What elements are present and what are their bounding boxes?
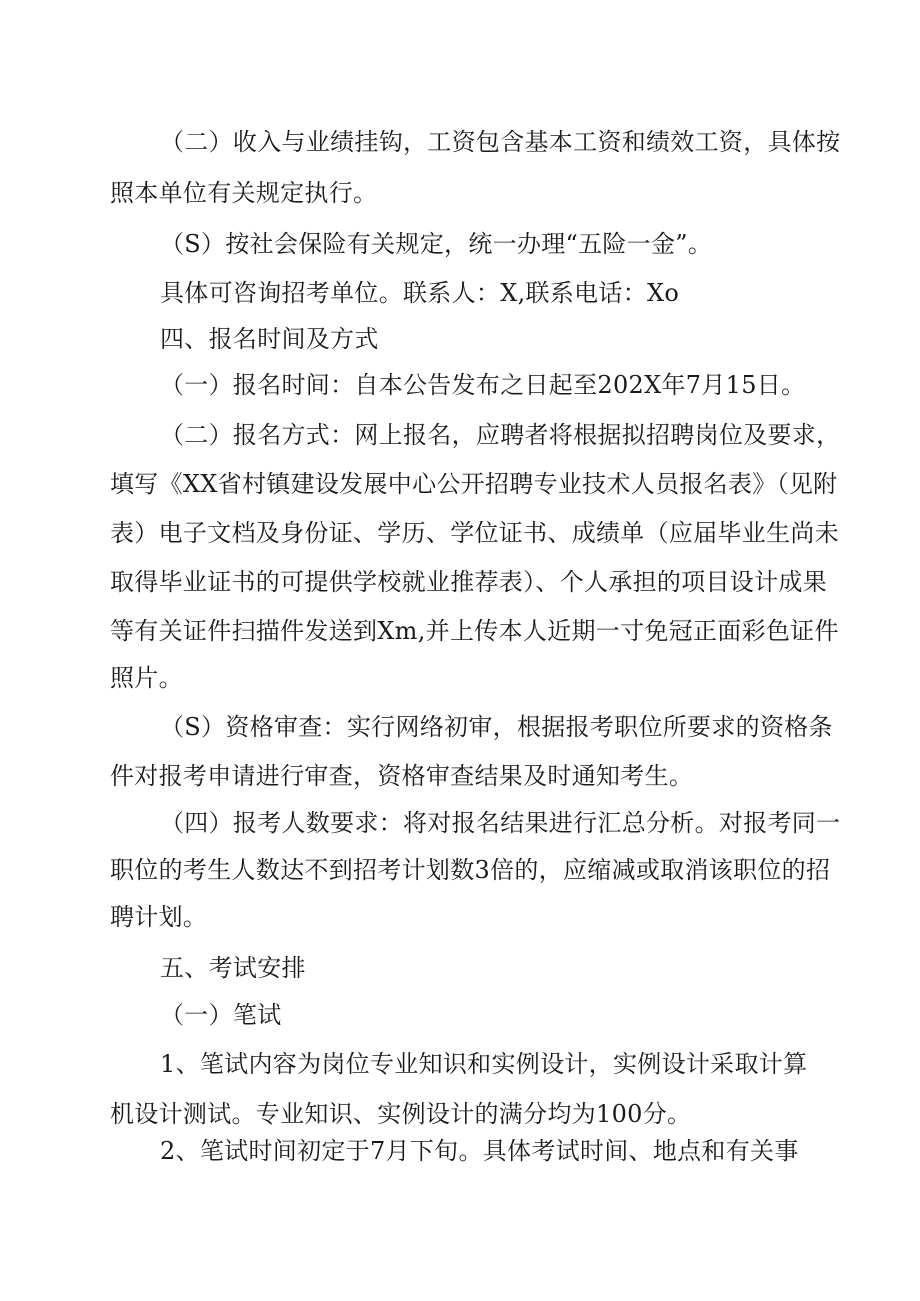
paragraph-line: （S）资格审查：实行网络初审，根据报考职位所要求的资格条 xyxy=(160,713,833,741)
paragraph-line: （S）按社会保险有关规定，统一办理“五险一金”。 xyxy=(160,230,713,258)
paragraph-line: 填写《XX省村镇建设发展中心公开招聘专业技术人员报名表》（见附 xyxy=(110,470,838,498)
paragraph-line: 具体可咨询招考单位。联系人：X,联系电话：Xo xyxy=(160,279,680,307)
paragraph-line: 职位的考生人数达不到招考计划数3倍的，应缩减或取消该职位的招 xyxy=(110,856,831,884)
paragraph-line: 1、笔试内容为岗位专业知识和实例设计，实例设计采取计算 xyxy=(160,1050,808,1078)
subsection-heading: （一）笔试 xyxy=(160,1001,282,1029)
paragraph-line: 机设计测试。专业知识、实例设计的满分均为100分。 xyxy=(110,1100,692,1128)
paragraph-line: 等有关证件扫描件发送到Xm,并上传本人近期一寸免冠正面彩色证件 xyxy=(110,617,839,645)
paragraph-line: （二）收入与业绩挂钩，工资包含基本工资和绩效工资，具体按 xyxy=(160,128,841,156)
paragraph-line: 聘计划。 xyxy=(110,903,208,931)
paragraph-line: 件对报考申请进行审查，资格审查结果及时通知考生。 xyxy=(110,762,694,790)
paragraph-line: （二）报名方式：网上报名，应聘者将根据拟招聘岗位及要求， xyxy=(160,421,841,449)
paragraph-line: 取得毕业证书的可提供学校就业推荐表）、个人承担的项目设计成果 xyxy=(110,568,827,596)
paragraph-line: 表）电子文档及身份证、学历、学位证书、成绩单（应届毕业生尚未 xyxy=(110,519,839,547)
paragraph-line: （一）报名时间：自本公告发布之日起至202X年7月15日。 xyxy=(160,371,806,399)
paragraph-line: 2、笔试时间初定于7月下旬。具体考试时间、地点和有关事 xyxy=(160,1137,799,1165)
section-heading: 五、考试安排 xyxy=(160,954,306,982)
section-heading: 四、报名时间及方式 xyxy=(160,325,379,353)
paragraph-line: 照本单位有关规定执行。 xyxy=(110,179,378,207)
paragraph-line: （四）报考人数要求：将对报名结果进行汇总分析。对报考同一 xyxy=(160,809,841,837)
paragraph-line: 照片。 xyxy=(110,664,183,692)
